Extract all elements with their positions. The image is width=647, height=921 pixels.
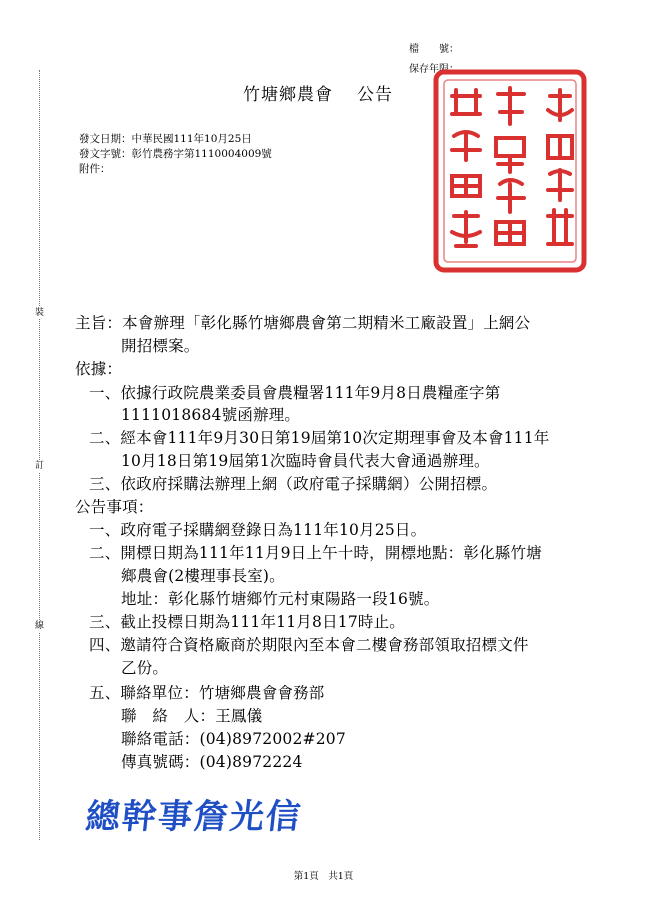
notice-item-4-line-2: 乙份。 [121,659,169,677]
document-title-org: 竹塘鄉農會 [243,85,333,105]
notice-item-4-line-1: 四、邀請符合資格廠商於期限內至本會二樓會務部領取招標文件 [89,636,529,654]
notice-item-5-contact-person: 聯 絡 人：王鳳儀 [121,707,263,725]
basis-item-2-line-1: 二、經本會111年9月30日第19屆第10次定期理事會及本會111年 [89,429,550,447]
page-footer: 第1頁 共1頁 [293,871,354,882]
general-manager-signature-stamp [83,793,356,843]
notice-item-5-fax: 傳真號碼：(04)8972224 [121,753,303,771]
notice-heading: 公告事項： [75,498,154,516]
notice-item-5-contact-unit: 五、聯絡單位：竹塘鄉農會會務部 [89,684,325,702]
notice-item-2-line-1: 二、開標日期為111年11月9日上午十時，開標地點：彰化縣竹塘 [89,544,542,562]
binding-mark-zhuang: 裝 [35,308,45,318]
notice-item-1: 一、政府電子採購網登錄日為111年10月25日。 [89,521,427,539]
attachment-label: 附件： [79,163,111,175]
notice-item-5-phone: 聯絡電話：(04)8972002#207 [121,730,346,748]
notice-item-3: 三、截止投標日期為111年11月8日17時止。 [89,613,405,631]
signature-text: 總幹事詹光信 [83,797,305,837]
basis-item-2-line-2: 10月18日第19屆第1次臨時會員代表大會通過辦理。 [121,452,490,470]
basis-item-1-line-1: 一、依據行政院農業委員會農糧署111年9月8日農糧產字第 [89,384,501,402]
binding-mark-ding: 訂 [35,461,45,471]
binding-margin-line [39,70,40,840]
reference-number: 發文字號：彰竹農務字第1110004009號 [79,148,272,160]
file-number-label: 檔 號： [409,44,459,55]
basis-item-3: 三、依政府採購法辦理上網（政府電子採購網）公開招標。 [89,475,498,493]
issue-date: 發文日期：中華民國111年10月25日 [79,133,252,145]
document-title-type: 公告 [357,85,393,105]
subject-line-2: 開招標案。 [121,337,200,355]
retention-period-label: 保存年限： [409,64,459,75]
basis-item-1-line-2: 1111018684號函辦理。 [121,406,301,424]
subject-line-1: 主旨：本會辦理「彰化縣竹塘鄉農會第二期精米工廠設置」上網公 [75,314,531,332]
official-seal-stamp [430,66,590,276]
binding-mark-xian: 線 [35,621,45,631]
notice-item-2-line-2: 鄉農會(2樓理事長室)。 [121,567,285,585]
basis-heading: 依據： [75,360,123,378]
notice-item-2-address: 地址：彰化縣竹塘鄉竹元村東陽路一段16號。 [121,590,440,608]
